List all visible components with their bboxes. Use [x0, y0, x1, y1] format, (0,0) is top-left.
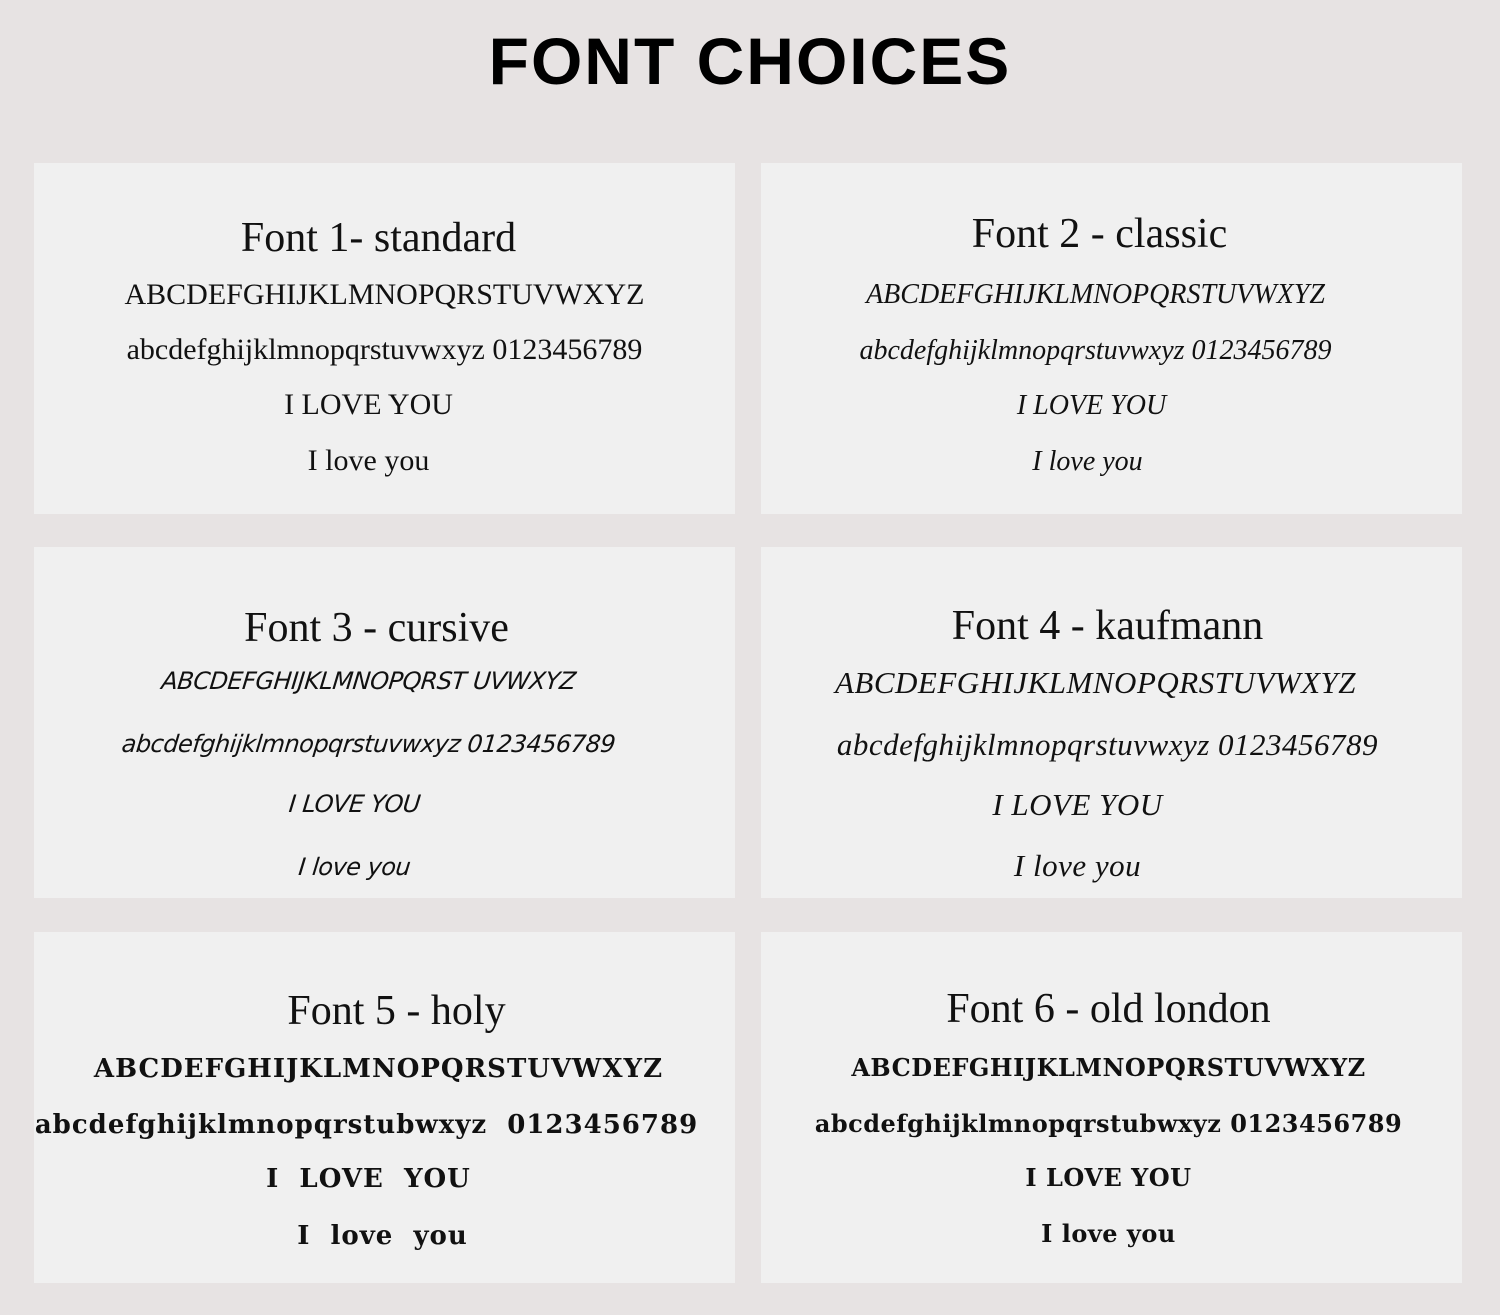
font-6-sample-upper: I LOVE YOU [1025, 1163, 1192, 1192]
font-6-title: Font 6 - old london [946, 986, 1271, 1032]
font-4-sample-mixed: I love you [1013, 848, 1142, 883]
font-6-sample-mixed: I love you [1041, 1219, 1176, 1248]
page-title: FONT CHOICES [488, 24, 1012, 98]
font-5-title: Font 5 - holy [287, 988, 506, 1034]
font-5-uppercase: ABCDEFGHIJKLMNOPQRSTUVWXYZ [93, 1054, 664, 1084]
font-1-sample-upper: I LOVE YOU [284, 388, 453, 421]
font-4-sample-upper: I LOVE YOU [992, 787, 1163, 822]
font-2-title: Font 2 - classic [971, 211, 1228, 257]
font-card-5 [34, 932, 735, 1283]
font-1-lowercase-digits: abcdefghijklmnopqrstuvwxyz 0123456789 [126, 333, 643, 366]
font-4-lowercase-digits: abcdefghijklmnopqrstuvwxyz 0123456789 [836, 727, 1379, 762]
font-card-1 [34, 163, 735, 514]
font-1-sample-mixed: I love you [307, 444, 430, 477]
font-6-lowercase-digits: abcdefghijklmnopqrstubwxyz 0123456789 [814, 1109, 1403, 1138]
font-3-lowercase-digits: abcdefghijklmnopqrstuvwxyz 0123456789 [120, 730, 617, 758]
font-card-4 [761, 547, 1462, 898]
font-2-uppercase: ABCDEFGHIJKLMNOPQRSTUVWXYZ [866, 279, 1325, 310]
font-card-3 [34, 547, 735, 898]
font-3-sample-mixed: I love you [297, 853, 412, 881]
font-1-title: Font 1- standard [240, 215, 517, 261]
font-2-lowercase-digits: abcdefghijklmnopqrstuvwxyz 0123456789 [859, 335, 1332, 366]
font-1-uppercase: ABCDEFGHIJKLMNOPQRSTUVWXYZ [124, 278, 645, 311]
font-5-lowercase-digits: abcdefghijklmnopqrstubwxyz 0123456789 [34, 1110, 699, 1140]
font-4-uppercase: ABCDEFGHIJKLMNOPQRSTUVWXYZ [834, 665, 1357, 700]
font-5-sample-upper: I LOVE YOU [266, 1164, 471, 1194]
font-5-sample-mixed: I love you [297, 1221, 468, 1251]
font-4-title: Font 4 - kaufmann [951, 603, 1264, 649]
font-card-6 [761, 932, 1462, 1283]
font-3-sample-upper: I LOVE YOU [287, 790, 422, 818]
font-3-uppercase: ABCDEFGHIJKLMNOPQRST UVWXYZ [160, 667, 577, 695]
font-3-title: Font 3 - cursive [244, 605, 509, 651]
font-card-2 [761, 163, 1462, 514]
font-2-sample-mixed: I love you [1032, 446, 1143, 477]
font-2-sample-upper: I LOVE YOU [1016, 390, 1167, 421]
font-6-uppercase: ABCDEFGHIJKLMNOPQRSTUVWXYZ [851, 1053, 1366, 1082]
